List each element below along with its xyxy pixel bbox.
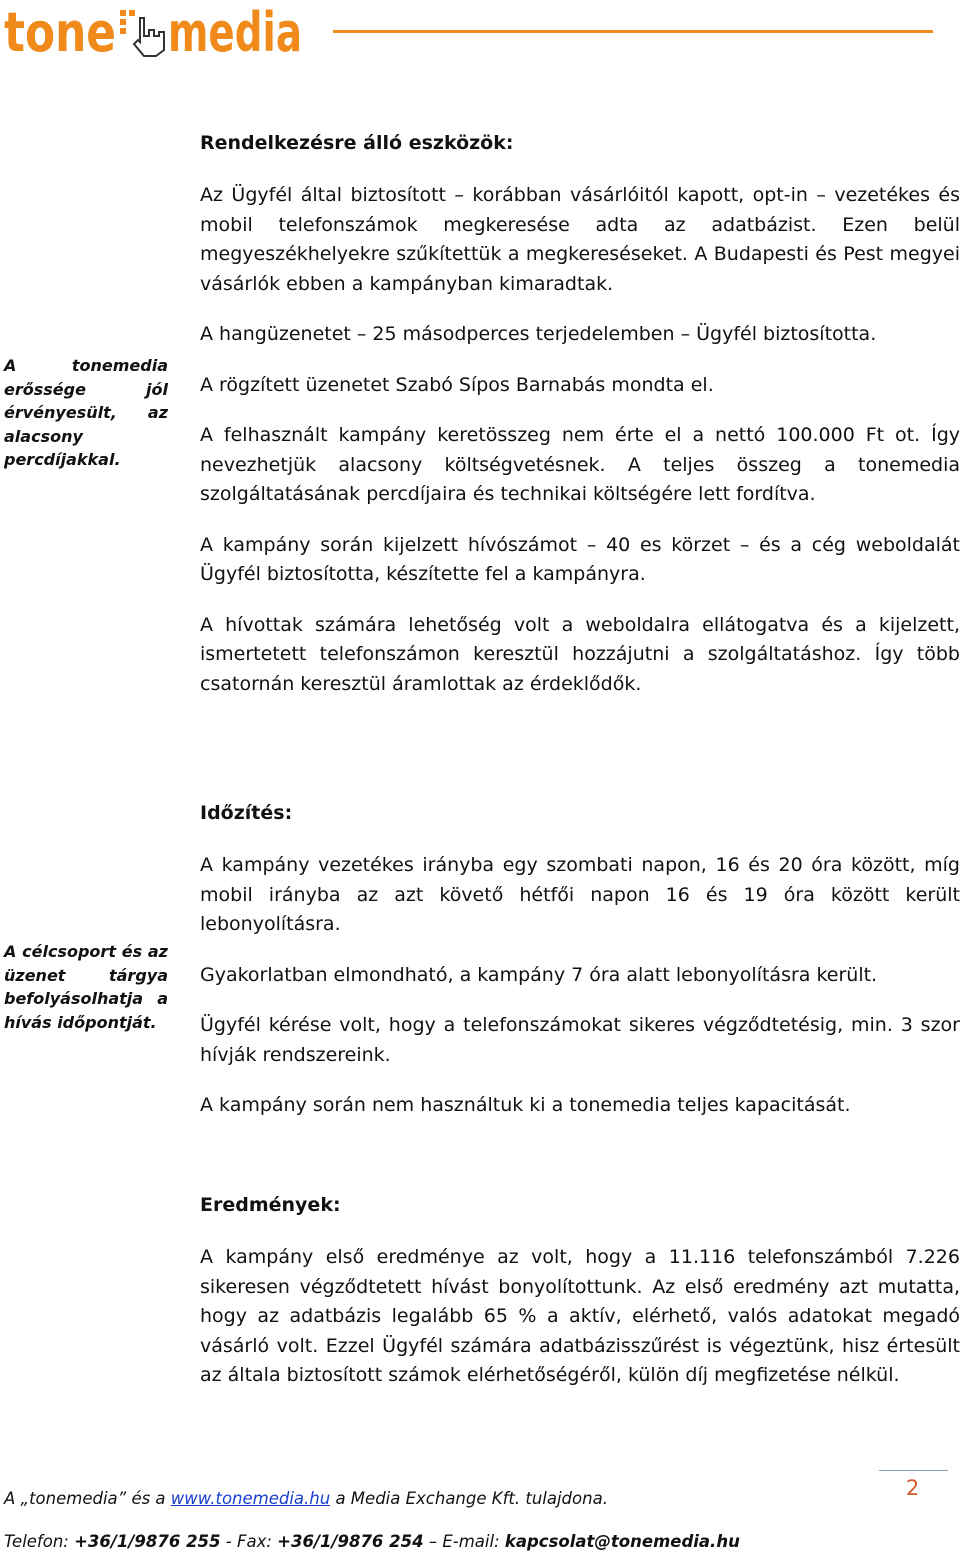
- paragraph: A kampány vezetékes irányba egy szombati napon, 16 és 20 óra között, míg mobil irányba az azt követő hétfői napon 16 és 19 óra között került lebonyolításra.: [200, 854, 960, 935]
- paragraph: Az Ügyfél által biztosított – korábban vásárlóitól kapott, opt-in – vezetékes és mobil telefonszámok megkeresése adta az adatbázist. Ezen belül megyeszékhelyekre szűkítettük a megkereséseket. A Budapesti és Pest megyei vásárlók ebben a kampányban kimaradtak.: [200, 184, 960, 295]
- footer-contact: [4, 1532, 740, 1551]
- footer-ownership: [4, 1489, 608, 1508]
- side-note-idozites: A célcsoport és az üzenet tárgya befolyásolhatja a hívás időpontját.: [4, 942, 168, 1032]
- footer-ownership-pre: A „tonemedia” és a: [4, 1489, 171, 1508]
- website-link[interactable]: www.tonemedia.hu: [170, 1489, 331, 1508]
- section-body-eredmenyek: [200, 1243, 960, 1391]
- fax-number: +36/1/9876 254: [277, 1532, 424, 1551]
- paragraph: A hangüzenetet – 25 másodperces terjedelemben – Ügyfél biztosította.: [200, 323, 877, 345]
- header-rule: [333, 30, 933, 33]
- section-body-idozites: [200, 851, 960, 1121]
- phone-label: Telefon:: [4, 1532, 75, 1551]
- side-note-eszkozok: A tonemedia erőssége jól érvényesült, az alacsony percdíjakkal.: [4, 356, 168, 469]
- section-title-eszkozok: Rendelkezésre álló eszközök:: [200, 132, 514, 154]
- paragraph: A rögzített üzenetet Szabó Sípos Barnabás mondta el.: [200, 373, 714, 396]
- page-number: 2: [906, 1476, 920, 1500]
- paragraph: A hívottak számára lehetőség volt a weboldalra ellátogatva és a kijelzett, ismertetett telefonszámon keresztül hozzájutni a szolgáltatáshoz. Így több csatornán keresztül áramlottak az érdeklődők.: [200, 613, 960, 695]
- section-body-eszkozok: [200, 181, 960, 699]
- section-title-idozites: Időzítés:: [200, 802, 293, 824]
- email-label: – E-mail:: [423, 1532, 505, 1551]
- tonemedia-logo: [4, 1, 304, 64]
- cursor-hand-icon: [120, 10, 164, 56]
- svg-text:tone: tone: [4, 1, 116, 64]
- footer-rule: [879, 1470, 948, 1471]
- paragraph: A kampány során kijelzett hívószámot – 40 es körzet – és a cég weboldalát Ügyfél biztosította, készítette fel a kampányra.: [200, 533, 960, 585]
- paragraph: A kampány során nem használtuk ki a tonemedia teljes kapacitását.: [200, 1094, 851, 1116]
- paragraph: A felhasznált kampány keretösszeg nem érte el a nettó 100.000 Ft ot. Így nevezhetjük alacsony költségvetésnek. A teljes összeg a tonemedia szolgáltatásának percdíjaira és technikai költségére lett fordítva.: [200, 424, 960, 505]
- svg-text:media: media: [168, 1, 302, 64]
- phone-number: +36/1/9876 255: [74, 1532, 221, 1551]
- paragraph: A kampány első eredménye az volt, hogy a 11.116 telefonszámból 7.226 sikeresen végződtetett hívást bonyolítottunk. Az első eredmény azt mutatta, hogy az adatbázis legalább 65 % a aktív, elérhető, valós adatokat megadó vásárló volt. Ezzel Ügyfél számára adatbázisszűrést is végeztünk, hisz értesült az általa biztosított számok elérhetőségéről, külön díj megfizetése nélkül.: [200, 1246, 960, 1386]
- section-title-eredmenyek: Eredmények:: [200, 1194, 341, 1216]
- email-address[interactable]: kapcsolat@tonemedia.hu: [504, 1532, 740, 1551]
- footer-ownership-post: a Media Exchange Kft. tulajdona.: [330, 1489, 608, 1508]
- fax-label: - Fax:: [220, 1532, 278, 1551]
- paragraph: Ügyfél kérése volt, hogy a telefonszámokat sikeres végződtetésig, min. 3 szor hívják rendszereink.: [200, 1014, 960, 1066]
- paragraph: Gyakorlatban elmondható, a kampány 7 óra alatt lebonyolításra került.: [200, 963, 878, 986]
